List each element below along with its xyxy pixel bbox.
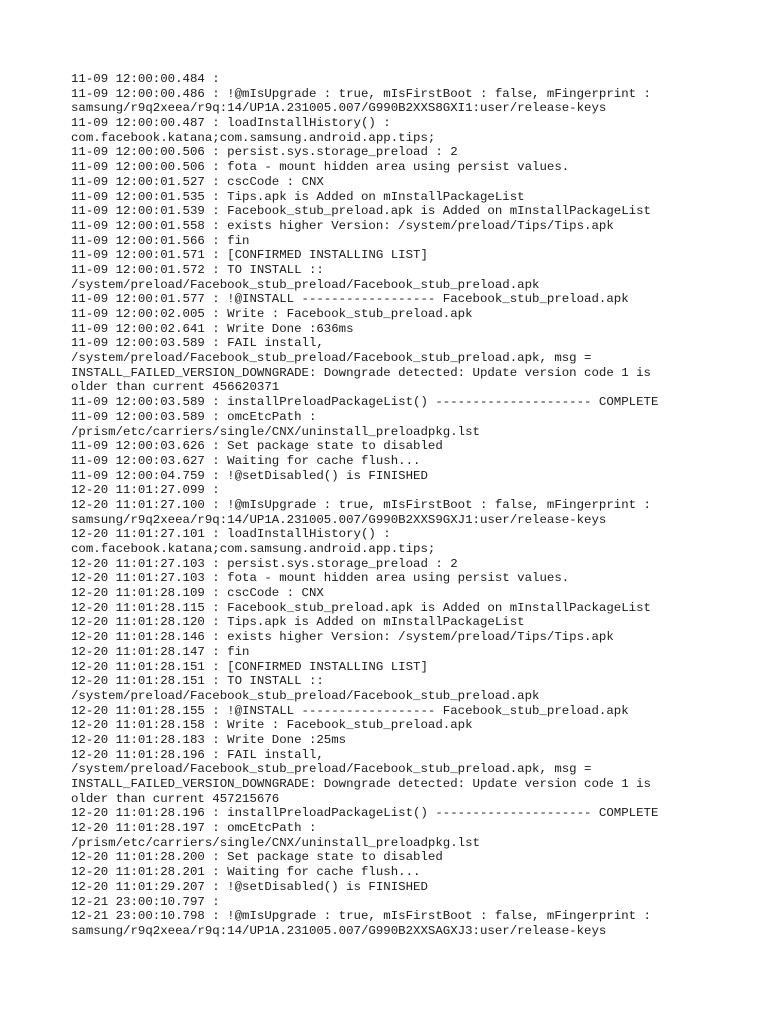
log-line: 11-09 12:00:01.566 : fin	[71, 233, 250, 248]
log-line: older than current 456620371	[71, 380, 280, 395]
log-line: /prism/etc/carriers/single/CNX/uninstall_preloadpkg.lst	[71, 835, 480, 850]
log-line: samsung/r9q2xeea/r9q:14/UP1A.231005.007/G990B2XXS9GXJ1:user/release-keys	[71, 512, 607, 527]
log-line: 12-20 11:01:28.109 : cscCode : CNX	[71, 586, 324, 601]
log-text-block	[71, 72, 691, 939]
log-line: 11-09 12:00:02.005 : Write : Facebook_stub_preload.apk	[71, 307, 473, 321]
log-line: 11-09 12:00:04.759 : !@setDisabled() is FINISHED	[71, 468, 428, 483]
log-line: 12-20 11:01:28.196 : FAIL install,	[71, 747, 324, 762]
log-line: 11-09 12:00:03.589 : omcEtcPath :	[71, 409, 317, 424]
log-line: com.facebook.katana;com.samsung.android.app.tips;	[71, 130, 436, 145]
log-line: 11-09 12:00:02.641 : Write Done :636ms	[71, 321, 354, 336]
log-line: 12-20 11:01:28.158 : Write : Facebook_stub_preload.apk	[71, 718, 473, 733]
log-line: 12-20 11:01:27.103 : fota - mount hidden area using persist values.	[71, 571, 570, 586]
log-line: 11-09 12:00:00.486 : !@mIsUpgrade : true, mIsFirstBoot : false, mFingerprint :	[71, 86, 651, 101]
log-line: 11-09 12:00:00.506 : persist.sys.storage_preload : 2	[71, 145, 458, 160]
log-line: 12-20 11:01:27.099 :	[71, 483, 220, 498]
log-line: 11-09 12:00:01.535 : Tips.apk is Added on mInstallPackageList	[71, 189, 525, 204]
log-line: 12-20 11:01:28.201 : Waiting for cache flush...	[71, 865, 421, 880]
log-line: 12-20 11:01:28.151 : TO INSTALL ::	[71, 674, 324, 689]
log-line: 12-20 11:01:28.146 : exists higher Version: /system/preload/Tips/Tips.apk	[71, 630, 614, 645]
log-line: /system/preload/Facebook_stub_preload/Facebook_stub_preload.apk	[71, 688, 540, 703]
log-line: 12-20 11:01:28.120 : Tips.apk is Added on mInstallPackageList	[71, 615, 525, 630]
log-line: 11-09 12:00:01.571 : [CONFIRMED INSTALLING LIST]	[71, 248, 428, 263]
log-line: 12-21 23:00:10.797 :	[71, 894, 220, 909]
log-line: /system/preload/Facebook_stub_preload/Facebook_stub_preload.apk, msg =	[71, 351, 592, 366]
log-line: samsung/r9q2xeea/r9q:14/UP1A.231005.007/G990B2XXS8GXI1:user/release-keys	[71, 101, 607, 116]
log-line: 12-20 11:01:28.183 : Write Done :25ms	[71, 732, 347, 747]
log-line: 12-21 23:00:10.798 : !@mIsUpgrade : true, mIsFirstBoot : false, mFingerprint :	[71, 909, 651, 924]
log-line: samsung/r9q2xeea/r9q:14/UP1A.231005.007/G990B2XXSAGXJ3:user/release-keys	[71, 923, 607, 938]
log-line: 12-20 11:01:28.151 : [CONFIRMED INSTALLING LIST]	[71, 659, 428, 674]
log-line: /system/preload/Facebook_stub_preload/Facebook_stub_preload.apk, msg =	[71, 762, 592, 777]
log-line: 12-20 11:01:27.101 : loadInstallHistory() :	[71, 527, 391, 542]
log-line: 12-20 11:01:28.197 : omcEtcPath :	[71, 821, 317, 836]
log-line: /prism/etc/carriers/single/CNX/uninstall_preloadpkg.lst	[71, 424, 480, 439]
log-line: 12-20 11:01:28.115 : Facebook_stub_preload.apk is Added on mInstallPackageList	[71, 600, 651, 615]
log-line: 11-09 12:00:01.558 : exists higher Version: /system/preload/Tips/Tips.apk	[71, 218, 614, 233]
log-line: 12-20 11:01:28.196 : installPreloadPackageList() --------------------- COMPLETE	[71, 806, 659, 821]
log-line: 11-09 12:00:03.589 : FAIL install,	[71, 336, 324, 351]
log-line: 12-20 11:01:27.100 : !@mIsUpgrade : true, mIsFirstBoot : false, mFingerprint :	[71, 497, 651, 512]
log-line: 11-09 12:00:01.572 : TO INSTALL ::	[71, 262, 324, 277]
log-line: 11-09 12:00:01.527 : cscCode : CNX	[71, 174, 324, 189]
log-line: 12-20 11:01:27.103 : persist.sys.storage_preload : 2	[71, 556, 458, 571]
log-line: 11-09 12:00:00.506 : fota - mount hidden area using persist values.	[71, 160, 570, 175]
log-line: /system/preload/Facebook_stub_preload/Facebook_stub_preload.apk	[71, 277, 540, 292]
log-line: 11-09 12:00:00.484 :	[71, 72, 220, 86]
log-line: INSTALL_FAILED_VERSION_DOWNGRADE: Downgrade detected: Update version code 1 is	[71, 777, 651, 791]
log-line: INSTALL_FAILED_VERSION_DOWNGRADE: Downgrade detected: Update version code 1 is	[71, 365, 651, 380]
log-line: 12-20 11:01:29.207 : !@setDisabled() is FINISHED	[71, 879, 428, 894]
log-line: 12-20 11:01:28.147 : fin	[71, 644, 250, 659]
log-line: 12-20 11:01:28.200 : Set package state to disabled	[71, 850, 443, 865]
log-line: 11-09 12:00:03.627 : Waiting for cache flush...	[71, 453, 421, 468]
log-line: 11-09 12:00:03.626 : Set package state to disabled	[71, 439, 443, 454]
log-line: 11-09 12:00:03.589 : installPreloadPackageList() --------------------- COMPLETE	[71, 395, 659, 410]
log-line: older than current 457215676	[71, 791, 280, 806]
log-line: 11-09 12:00:01.539 : Facebook_stub_preload.apk is Added on mInstallPackageList	[71, 204, 651, 219]
log-line: 11-09 12:00:01.577 : !@INSTALL ------------------ Facebook_stub_preload.apk	[71, 292, 629, 307]
log-line: 11-09 12:00:00.487 : loadInstallHistory() :	[71, 116, 391, 131]
log-line: 12-20 11:01:28.155 : !@INSTALL ------------------ Facebook_stub_preload.apk	[71, 703, 629, 718]
log-line: com.facebook.katana;com.samsung.android.app.tips;	[71, 542, 436, 556]
